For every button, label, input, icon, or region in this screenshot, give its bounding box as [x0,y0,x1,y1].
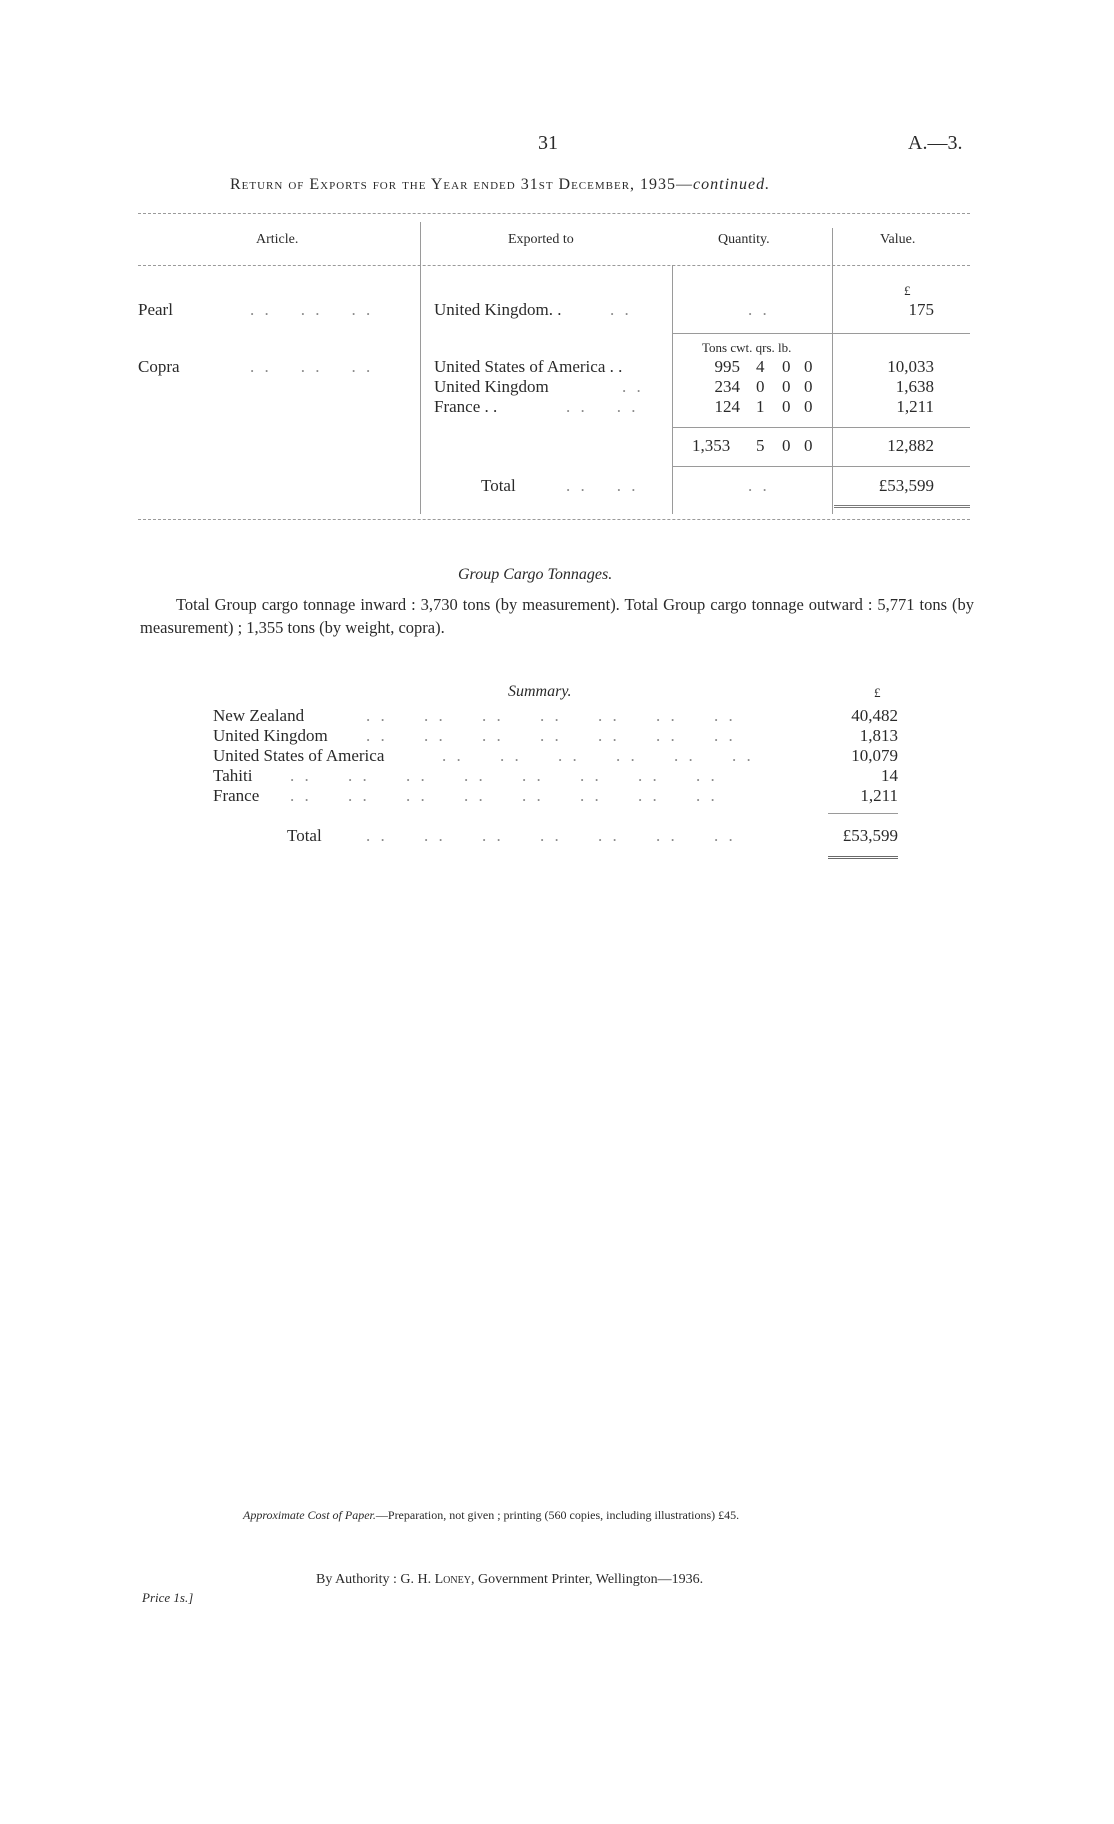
copra-tons: 234 [714,377,740,396]
series-number: A.—3. [908,132,963,154]
authority-suffix: , Government Printer, Wellington—1936. [470,1572,704,1587]
summary-leader-dots: . . . . . . . . . . . . . . . . [290,766,718,785]
copra-destination-dots: . . . . [566,397,639,416]
copra-value: 1,638 [895,377,934,396]
title-main: Return of Exports for the Year ended 31st December, 1935— [230,176,694,193]
table-header-rule [138,265,970,266]
value-unit: £ [904,283,911,298]
table-bottom-rule [138,519,970,520]
total-value: £53,599 [878,476,934,495]
total-leader-dots: . . . . [566,476,639,495]
pearl-destination: United Kingdom. . [434,300,562,319]
summary-leader-dots: . . . . . . . . . . . . . . [366,826,736,845]
printer-name: Loney [434,1572,471,1587]
copra-subtotal-tons: 1,353 [692,436,731,455]
copra-cwt: 0 [756,377,765,396]
subtotal-rule [672,427,970,428]
column-header-quantity: Quantity. [718,232,770,247]
column-divider-3 [832,228,833,514]
copra-qrs: 0 [782,397,791,416]
copra-article: Copra [138,357,180,376]
summary-title: Summary. [508,683,572,700]
summary-label: France [213,786,260,805]
pearl-value: 175 [908,300,934,319]
summary-value: 14 [881,766,898,785]
copra-subtotal-cwt: 5 [756,436,765,455]
pearl-leader-dots: . . . . . . [250,300,374,319]
summary-unit: £ [874,685,881,700]
copra-subtotal-value: 12,882 [887,436,934,455]
copra-subtotal-lb: 0 [804,436,813,455]
copra-destination: United Kingdom [434,377,549,396]
summary-label: New Zealand [213,706,305,725]
copra-leader-dots: . . . . . . [250,357,374,376]
copra-destination: France . . [434,397,498,416]
copra-subtotal-qrs: 0 [782,436,791,455]
cost-label: Approximate Cost of Paper. [243,1508,376,1522]
column-divider-1 [420,222,421,514]
group-cargo-text: Total Group cargo tonnage inward : 3,730 tons (by measurement). Total Group cargo tonnage outward : 5,771 tons (by measurement) ; 1,355 tons (by weight, copra). [140,595,974,637]
total-double-rule [834,505,970,508]
summary-leader-dots: . . . . . . . . . . . . [442,746,754,765]
pearl-destination-dots: . . [610,300,632,319]
pearl-copra-rule [672,333,970,334]
total-rule [672,466,970,467]
summary-value: 1,813 [859,726,898,745]
copra-cwt: 4 [756,357,765,376]
copra-value: 1,211 [896,397,934,416]
copra-lb: 0 [804,357,813,376]
price: Price 1s.] [142,1590,194,1605]
page-number: 31 [538,132,558,154]
authority-prefix: By Authority : G. H. [316,1572,435,1587]
copra-tons: 124 [714,397,740,416]
total-label: Total [481,476,516,495]
quantity-units: Tons cwt. qrs. lb. [702,340,792,355]
column-header-article: Article. [256,232,299,247]
summary-total-value: £53,599 [842,826,898,845]
column-header-exported-to: Exported to [508,232,574,247]
copra-value: 10,033 [887,357,934,376]
summary-leader-dots: . . . . . . . . . . . . . . [366,706,736,725]
copra-destination: United States of America . . [434,357,623,376]
summary-label: Tahiti [213,766,253,785]
title-suffix: continued. [693,176,771,193]
group-cargo-title: Group Cargo Tonnages. [458,566,613,583]
copra-tons: 995 [714,357,740,376]
summary-leader-dots: . . . . . . . . . . . . . . [366,726,736,745]
summary-label: United States of America [213,746,385,765]
copra-lb: 0 [804,397,813,416]
summary-double-rule [828,856,898,859]
printer-authority [316,1572,703,1588]
summary-leader-dots: . . . . . . . . . . . . . . . . [290,786,718,805]
pearl-quantity: . . [748,300,770,319]
copra-cwt: 1 [756,397,765,416]
copra-qrs: 0 [782,357,791,376]
cost-footnote [243,1508,739,1523]
copra-lb: 0 [804,377,813,396]
column-divider-2 [672,265,673,514]
cost-text: —Preparation, not given ; printing (560 copies, including illustrations) £45. [375,1508,740,1522]
total-quantity: . . [748,476,770,495]
column-header-value: Value. [880,232,916,247]
table-top-rule [138,213,970,214]
summary-label: United Kingdom [213,726,328,745]
summary-total-rule [828,813,898,814]
copra-destination-dots: . . [622,377,644,396]
summary-value: 10,079 [851,746,898,765]
copra-qrs: 0 [782,377,791,396]
summary-total-label: Total [287,826,322,845]
summary-value: 40,482 [851,706,898,725]
summary-value: 1,211 [860,786,898,805]
page-title [230,176,770,194]
pearl-article: Pearl [138,300,173,319]
